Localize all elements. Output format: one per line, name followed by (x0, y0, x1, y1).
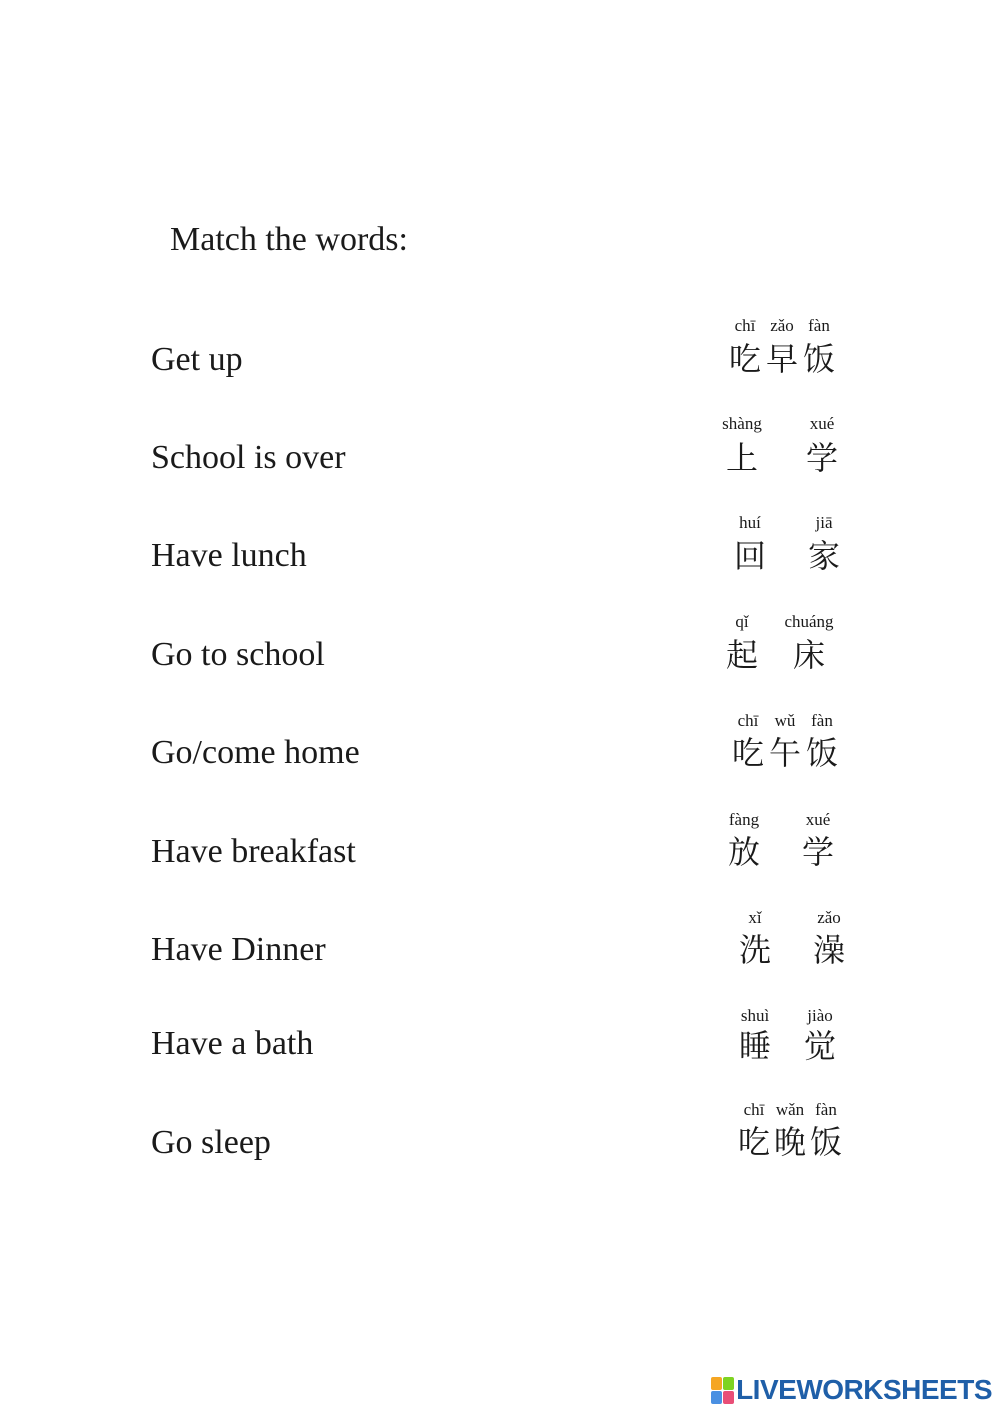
hanzi: 澡 (812, 931, 846, 969)
pinyin: wǎn (775, 1100, 805, 1119)
pinyin: chuáng (784, 612, 834, 631)
english-phrase[interactable]: Go sleep (151, 1124, 271, 1161)
hanzi: 学 (805, 439, 839, 477)
pinyin: xǐ (748, 908, 762, 927)
pinyin: shàng (722, 414, 762, 433)
english-phrase[interactable]: Have breakfast (151, 833, 356, 870)
hanzi: 吃 (731, 734, 765, 772)
pinyin: fàng (728, 810, 760, 829)
logo-text: LIVEWORKSHEETS (736, 1374, 992, 1405)
pinyin: zǎo (770, 316, 794, 335)
hanzi: 吃 (728, 340, 762, 378)
pinyin: chī (743, 1100, 765, 1119)
pinyin: jiào (807, 1006, 833, 1025)
pinyin: fàn (808, 316, 830, 335)
pinyin: wǔ (774, 711, 796, 730)
hanzi: 床 (792, 636, 826, 674)
english-phrase[interactable]: School is over (151, 439, 346, 476)
pinyin: fàn (811, 711, 833, 730)
hanzi: 洗 (738, 931, 772, 969)
english-phrase[interactable]: Have lunch (151, 537, 307, 574)
hanzi: 睡 (738, 1027, 772, 1065)
pinyin: zǎo (817, 908, 841, 927)
hanzi: 饭 (805, 734, 839, 772)
pinyin: xué (805, 810, 831, 829)
hanzi: 吃 (737, 1123, 771, 1161)
hanzi: 回 (733, 537, 767, 575)
hanzi: 觉 (803, 1027, 837, 1065)
english-phrase[interactable]: Get up (151, 341, 243, 378)
hanzi: 学 (801, 833, 835, 871)
english-phrase[interactable]: Have Dinner (151, 931, 326, 968)
hanzi: 早 (765, 340, 799, 378)
english-phrase[interactable]: Go/come home (151, 734, 360, 771)
liveworksheets-logo (711, 1373, 992, 1407)
page-title: Match the words: (170, 221, 408, 258)
hanzi: 午 (768, 734, 802, 772)
pinyin: chī (734, 316, 756, 335)
hanzi: 晚 (773, 1123, 807, 1161)
hanzi: 家 (807, 537, 841, 575)
pinyin: shuì (740, 1006, 770, 1025)
english-phrase[interactable]: Have a bath (151, 1025, 314, 1062)
pinyin: huí (739, 513, 761, 532)
pinyin: qǐ (735, 612, 749, 631)
hanzi: 放 (727, 833, 761, 871)
hanzi: 饭 (809, 1123, 843, 1161)
pinyin: fàn (815, 1100, 837, 1119)
hanzi: 上 (725, 439, 759, 477)
logo-icon (711, 1377, 733, 1403)
hanzi: 饭 (802, 340, 836, 378)
pinyin: xué (809, 414, 835, 433)
pinyin: jiā (815, 513, 833, 532)
pinyin: chī (737, 711, 759, 730)
english-phrase[interactable]: Go to school (151, 636, 325, 673)
hanzi: 起 (725, 636, 759, 674)
